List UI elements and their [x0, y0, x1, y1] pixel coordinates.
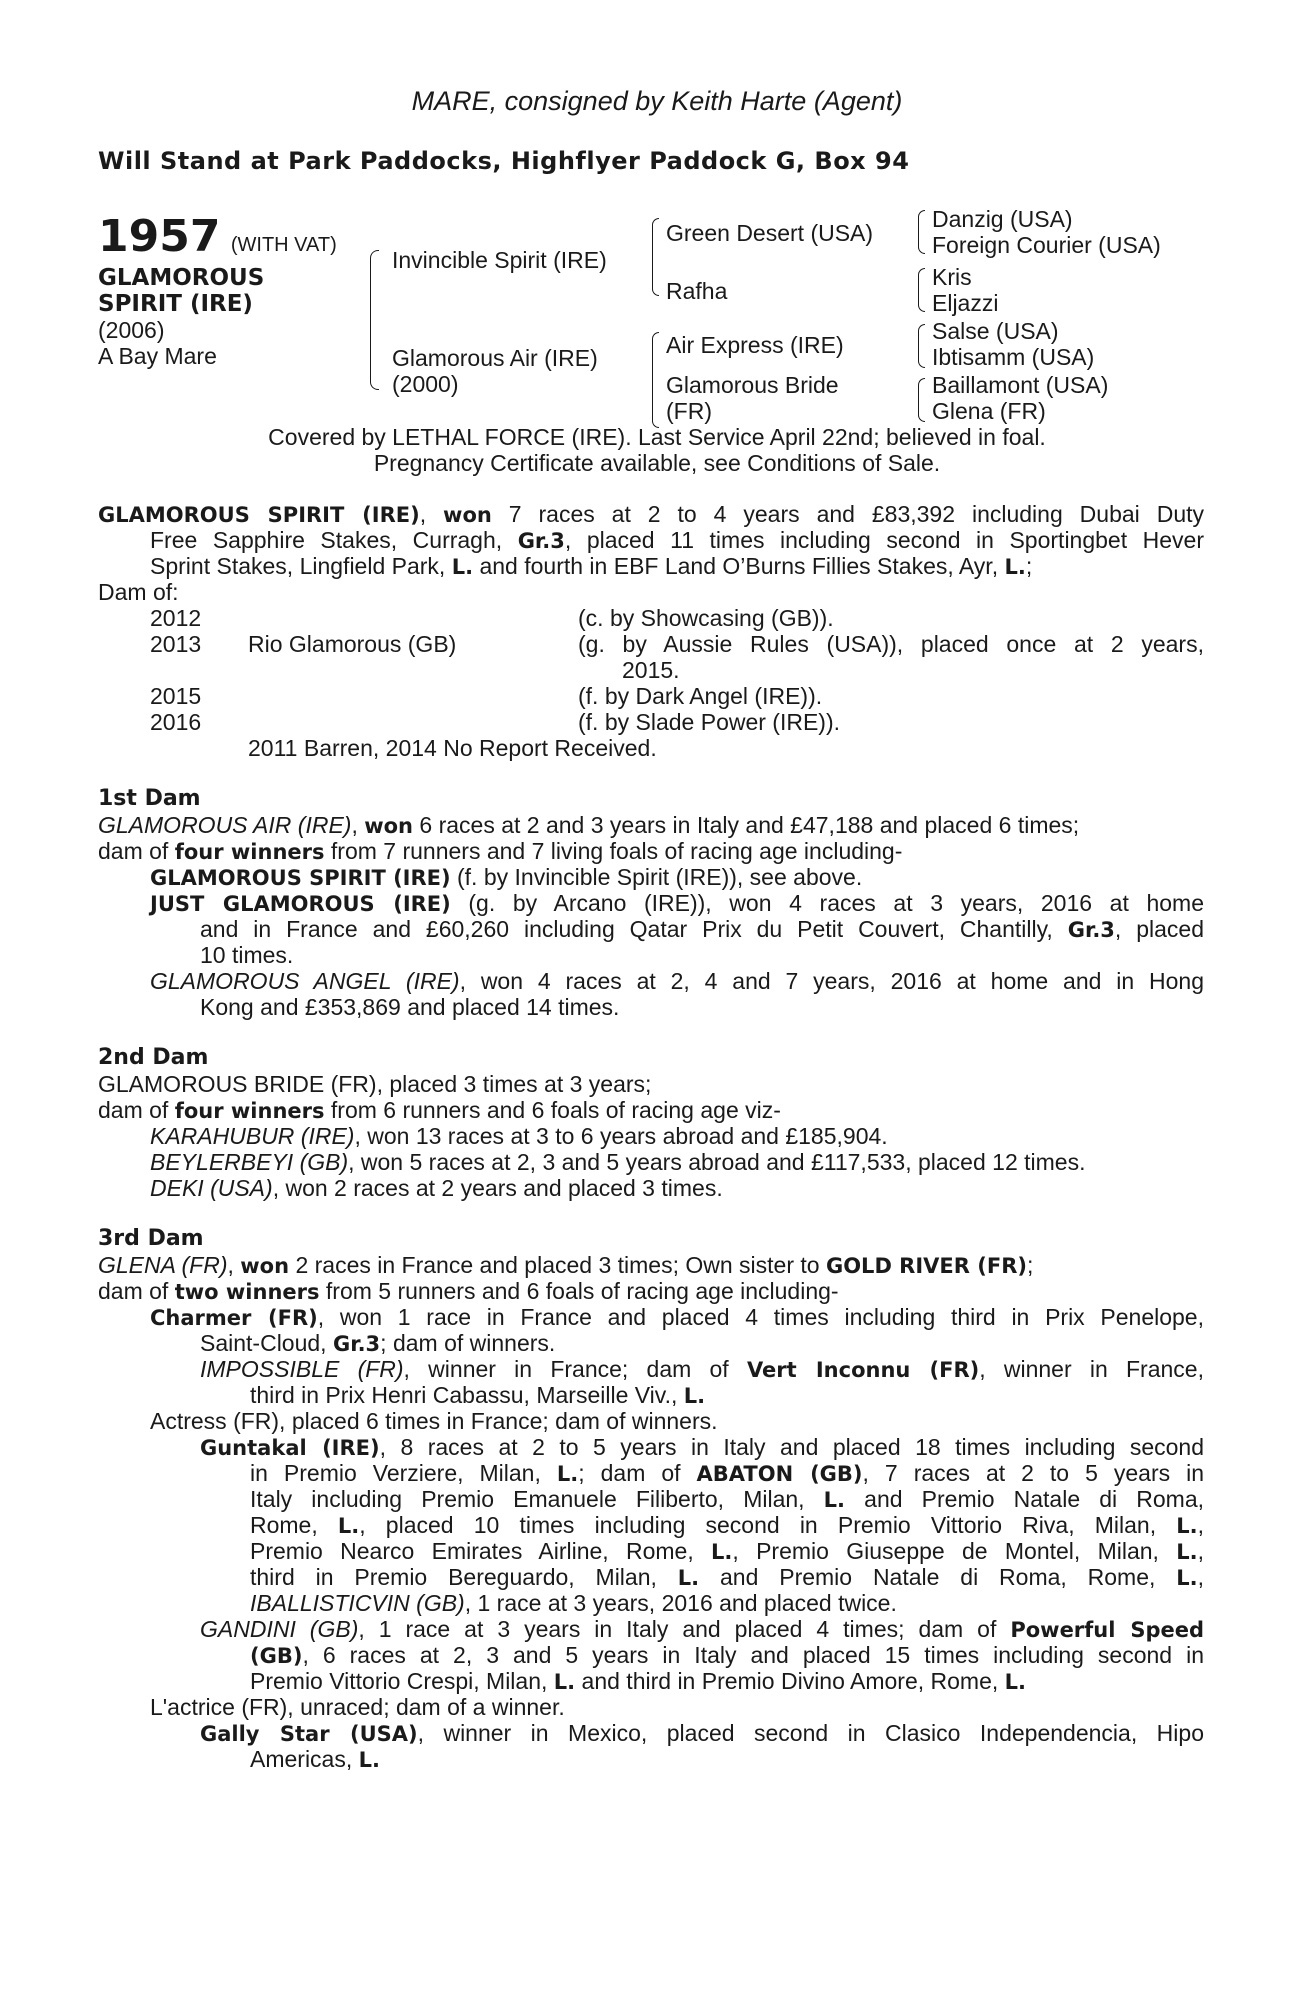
- pedigree-sire: Invincible Spirit (IRE): [392, 247, 607, 273]
- dam3-line13: third in Premio Bereguardo, Milan, L. and Premio Natale di Roma, Rome, L.,: [250, 1564, 1205, 1590]
- dam3-line4: Saint-Cloud, Gr.3; dam of winners.: [200, 1330, 556, 1356]
- stand-location: Will Stand at Park Paddocks, Highflyer Paddock G, Box 94: [98, 147, 910, 175]
- dam1-line5: and in France and £60,260 including Qatar Prix du Petit Couvert, Chantilly, Gr.3, placed: [200, 916, 1205, 942]
- dam3-line6: third in Prix Henri Cabassu, Marseille Viv., L.: [250, 1382, 706, 1408]
- pedigree-sire-dam: Rafha: [666, 278, 728, 304]
- pedigree-gg-3: Kris: [932, 264, 972, 290]
- covered-line1: Covered by LETHAL FORCE (IRE). Last Service April 22nd; believed in foal.: [268, 424, 1046, 450]
- pedigree-dam-dam: Glamorous Bride: [666, 372, 839, 398]
- dam1-line3: GLAMOROUS SPIRIT (IRE) (f. by Invincible Spirit (IRE)), see above.: [150, 864, 863, 890]
- pedigree-dam: Glamorous Air (IRE): [392, 345, 598, 371]
- dam1-line7: GLAMOROUS ANGEL (IRE), won 4 races at 2, 4 and 7 years, 2016 at home and in Hong: [150, 968, 1204, 994]
- pedigree-gg-1: Danzig (USA): [932, 206, 1073, 232]
- section-heading: 2nd Dam: [98, 1045, 209, 1070]
- produce-year: 2012: [150, 605, 202, 631]
- intro-line1: GLAMOROUS SPIRIT (IRE), won 7 races at 2 to 4 years and £83,392 including Dubai Duty: [98, 501, 1205, 527]
- dam3-line5: IMPOSSIBLE (FR), winner in France; dam of Vert Inconnu (FR), winner in France,: [200, 1356, 1204, 1382]
- pedigree-brace-sire: [652, 218, 659, 296]
- dam3-line20: Americas, L.: [250, 1746, 380, 1772]
- produce-name: Rio Glamorous (GB): [248, 631, 457, 657]
- dam3-line8: Guntakal (IRE), 8 races at 2 to 5 years in Italy and placed 18 times including second: [200, 1434, 1204, 1460]
- pedigree-gg-7: Baillamont (USA): [932, 372, 1109, 398]
- dam3-line12: Premio Nearco Emirates Airline, Rome, L., Premio Giuseppe de Montel, Milan, L.,: [250, 1538, 1205, 1564]
- horse-name-line1: GLAMOROUS: [98, 265, 265, 291]
- dam2-line2: dam of four winners from 6 runners and 6 foals of racing age viz-: [98, 1097, 781, 1123]
- barren-note: 2011 Barren, 2014 No Report Received.: [248, 735, 657, 761]
- produce-year: 2013: [150, 631, 202, 657]
- dam3-line16: (GB), 6 races at 2, 3 and 5 years in Italy and placed 15 times including second in: [250, 1642, 1204, 1668]
- lot-number: 1957: [98, 211, 221, 262]
- covered-line2: Pregnancy Certificate available, see Conditions of Sale.: [373, 450, 941, 476]
- produce-year: 2016: [150, 709, 202, 735]
- pedigree-gg-2: Foreign Courier (USA): [932, 232, 1161, 258]
- pedigree-gg-8: Glena (FR): [932, 398, 1046, 424]
- intro-line2: Free Sapphire Stakes, Curragh, Gr.3, placed 11 times including second in Sportingbet Hever: [150, 527, 1204, 553]
- produce-detail: (f. by Dark Angel (IRE)).: [578, 683, 823, 709]
- pedigree-dam-dam-suffix: (FR): [666, 398, 712, 424]
- dam3-line7: Actress (FR), placed 6 times in France; dam of winners.: [150, 1408, 718, 1434]
- dam3-line10: Italy including Premio Emanuele Filiberto, Milan, L. and Premio Natale di Roma,: [250, 1486, 1204, 1512]
- dam-of-label: Dam of:: [98, 579, 179, 605]
- dam2-line1: GLAMOROUS BRIDE (FR), placed 3 times at 3 years;: [98, 1071, 652, 1097]
- pedigree-brace-gg1: [918, 210, 925, 254]
- dam1-line8: Kong and £353,869 and placed 14 times.: [200, 994, 620, 1020]
- dam3-line19: Gally Star (USA), winner in Mexico, placed second in Clasico Independencia, Hipo: [200, 1720, 1204, 1746]
- dam3-line1: GLENA (FR), won 2 races in France and placed 3 times; Own sister to GOLD RIVER (FR);: [98, 1252, 1034, 1278]
- vat-label: (WITH VAT): [230, 234, 337, 256]
- dam3-line18: L'actrice (FR), unraced; dam of a winner.: [150, 1694, 565, 1720]
- dam3-line2: dam of two winners from 5 runners and 6 foals of racing age including-: [98, 1278, 839, 1304]
- pedigree-gg-6: Ibtisamm (USA): [932, 344, 1095, 370]
- produce-detail: (c. by Showcasing (GB)).: [578, 605, 834, 631]
- dam3-line11: Rome, L., placed 10 times including second in Premio Vittorio Riva, Milan, L.,: [250, 1512, 1204, 1538]
- pedigree-sire-sire: Green Desert (USA): [666, 220, 874, 246]
- dam3-line14: IBALLISTICVIN (GB), 1 race at 3 years, 2016 and placed twice.: [250, 1590, 897, 1616]
- lot-block: [98, 212, 337, 261]
- produce-detail: (g. by Aussie Rules (USA)), placed once at 2 years,: [578, 631, 1204, 657]
- dam2-line5: DEKI (USA), won 2 races at 2 years and placed 3 times.: [150, 1175, 723, 1201]
- dam3-line15: GANDINI (GB), 1 race at 3 years in Italy and placed 4 times; dam of Powerful Speed: [200, 1616, 1205, 1642]
- pedigree-gg-4: Eljazzi: [932, 290, 999, 316]
- pedigree-brace-gg3: [918, 324, 925, 368]
- page-title: MARE, consigned by Keith Harte (Agent): [411, 86, 903, 116]
- section-heading: 1st Dam: [98, 786, 201, 811]
- intro-line3: Sprint Stakes, Lingfield Park, L. and fourth in EBF Land O’Burns Fillies Stakes, Ayr, L.;: [150, 553, 1033, 579]
- pedigree-brace-dam: [652, 332, 659, 428]
- horse-description: A Bay Mare: [98, 343, 217, 369]
- pedigree-dam-sire: Air Express (IRE): [666, 332, 844, 358]
- produce-detail: 2015.: [622, 657, 680, 683]
- pedigree-gg-5: Salse (USA): [932, 318, 1059, 344]
- dam1-line2: dam of four winners from 7 runners and 7 living foals of racing age including-: [98, 838, 903, 864]
- pedigree-brace-main: [370, 250, 379, 390]
- dam1-line1: GLAMOROUS AIR (IRE), won 6 races at 2 and 3 years in Italy and £47,188 and placed 6 times;: [98, 812, 1080, 838]
- pedigree-dam-year: (2000): [392, 371, 459, 397]
- pedigree-brace-gg2: [918, 268, 925, 312]
- produce-detail: (f. by Slade Power (IRE)).: [578, 709, 841, 735]
- dam1-line4: JUST GLAMOROUS (IRE) (g. by Arcano (IRE)), won 4 races at 3 years, 2016 at home: [150, 890, 1205, 916]
- dam1-line6: 10 times.: [200, 942, 294, 968]
- produce-year: 2015: [150, 683, 202, 709]
- dam3-line9: in Premio Verziere, Milan, L.; dam of ABATON (GB), 7 races at 2 to 5 years in: [250, 1460, 1205, 1486]
- horse-year: (2006): [98, 317, 165, 343]
- pedigree-brace-gg4: [918, 378, 925, 422]
- dam2-line4: BEYLERBEYI (GB), won 5 races at 2, 3 and 5 years abroad and £117,533, placed 12 times.: [150, 1149, 1086, 1175]
- dam2-line3: KARAHUBUR (IRE), won 13 races at 3 to 6 years abroad and £185,904.: [150, 1123, 888, 1149]
- dam3-line3: Charmer (FR), won 1 race in France and placed 4 times including third in Prix Penelope,: [150, 1304, 1204, 1330]
- horse-name-line2: SPIRIT (IRE): [98, 291, 253, 317]
- dam3-line17: Premio Vittorio Crespi, Milan, L. and third in Premio Divino Amore, Rome, L.: [250, 1668, 1027, 1694]
- section-heading: 3rd Dam: [98, 1226, 204, 1251]
